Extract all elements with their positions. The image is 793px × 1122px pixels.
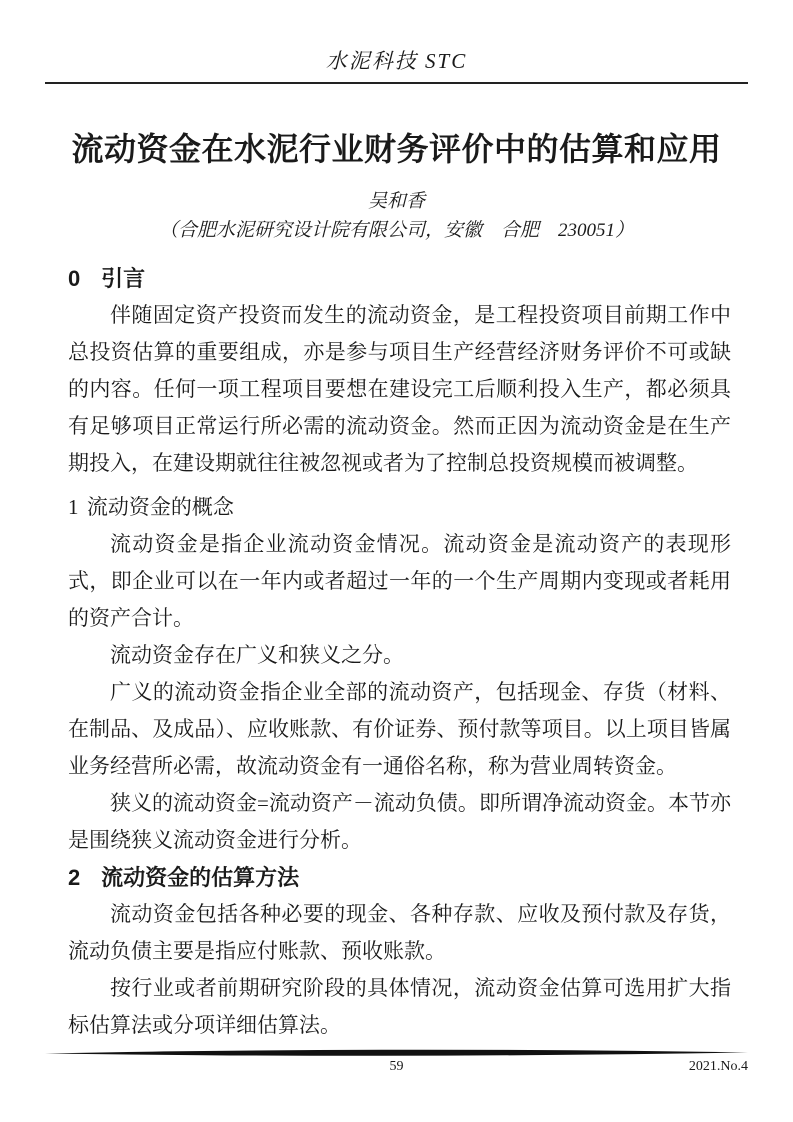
section-title: 流动资金的概念 [86,495,234,519]
section-number: 2 [68,865,81,890]
section-title: 引言 [101,266,146,291]
paragraph: 按行业或者前期研究阶段的具体情况，流动资金估算可选用扩大指标估算法或分项详细估算法。 [68,976,731,1037]
paragraph: 流动资金是指企业流动资金情况。流动资金是流动资产的表现形式，即企业可以在一年内或者超过一年的一个生产周期内变现或者耗用的资产合计。 [68,532,731,630]
journal-running-header: 水泥科技 STC [325,49,468,73]
section-heading-intro [68,260,731,297]
section-number: 0 [68,266,81,291]
article-title: 流动资金在水泥行业财务评价中的估算和应用 [71,131,722,167]
section-number: 1 [68,495,79,519]
section-heading-estimation [68,859,731,896]
footer-page-number: 59 [389,1059,404,1074]
paragraph: 狭义的流动资金=流动资产－流动负债。即所谓净流动资金。本节亦是围绕狭义流动资金进行分析。 [68,791,731,852]
author-name: 吴和香 [367,191,425,212]
paragraph: 伴随固定资产投资而发生的流动资金，是工程投资项目前期工作中总投资估算的重要组成，亦是参与项目生产经营经济财务评价不可或缺的内容。任何一项工程项目要想在建设完工后顺利投入生产，都必须具有足够项目正常运行所必需的流动资金。然而正因为流动资金是在生产期投入，在建设期就往往被忽视或者为了控制总投资规模而被调整。 [68,303,731,475]
header-rule [45,82,748,84]
paragraph: 流动资金存在广义和狭义之分。 [110,643,404,667]
footer-rule [45,1049,748,1058]
section-title: 流动资金的估算方法 [101,865,300,890]
paragraph: 广义的流动资金指企业全部的流动资产，包括现金、存货（材料、在制品、及成品）、应收账款、有价证券、预付款等项目。以上项目皆属业务经营所必需，故流动资金有一通俗名称，称为营业周转资金。 [68,680,731,778]
section-heading-concept [68,489,731,526]
footer-issue-label: 2021.No.4 [688,1059,748,1074]
article-body [68,260,731,1044]
paragraph: 流动资金包括各种必要的现金、各种存款、应收及预付款及存货，流动负债主要是指应付账款、预收账款。 [68,902,731,963]
author-affiliation: （合肥水泥研究设计院有限公司，安徽 合肥 230051） [158,220,634,241]
